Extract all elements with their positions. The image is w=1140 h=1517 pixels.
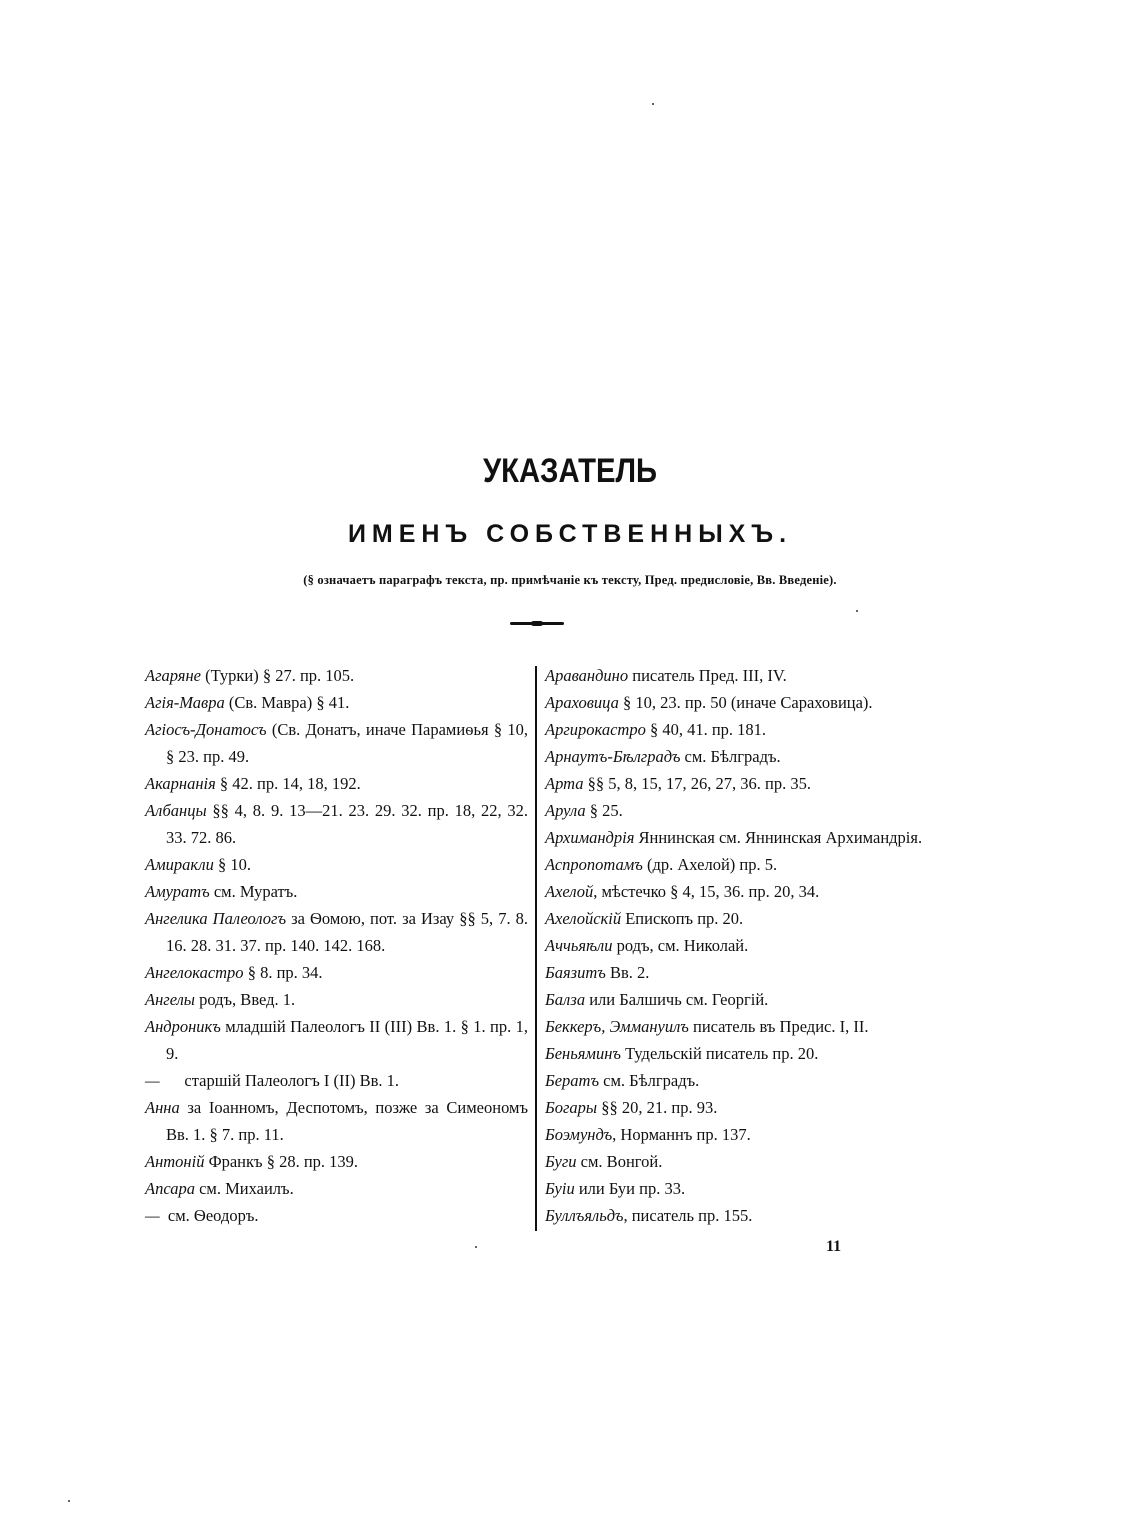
index-entry-name: Балза xyxy=(545,990,586,1009)
index-entry-references: за Ѳомою, пот. за Изау §§ 5, 7. 8. 16. 28. 31. 37. пр. 140. 142. 168. xyxy=(166,909,533,955)
index-entry-references: § 42. пр. 14, 18, 192. xyxy=(215,774,361,793)
index-entry-references: (Турки) § 27. пр. 105. xyxy=(200,666,355,685)
index-entry xyxy=(145,986,528,1013)
index-entry-references: , писатель пр. 155. xyxy=(623,1206,753,1225)
index-entry-references: §§ 4, 8. 9. 13—21. 23. 29. 32. пр. 18, 22, 32. 33. 72. 86. xyxy=(166,801,533,847)
index-entry-references: Тудельскій писатель пр. 20. xyxy=(620,1044,819,1063)
index-entry-text xyxy=(545,743,945,770)
index-entry xyxy=(145,716,533,770)
index-entry-references: Вв. 2. xyxy=(605,963,650,982)
index-entry-references: §§ 20, 21. пр. 93. xyxy=(597,1098,718,1117)
index-entry-references: см. Ѳеодоръ. xyxy=(159,1206,259,1225)
index-entry-name: Албанцы xyxy=(145,801,207,820)
index-entry xyxy=(145,1148,528,1175)
index-entry-text xyxy=(545,1175,945,1202)
index-entry-name: Агаряне xyxy=(145,666,201,685)
index-entry-text xyxy=(545,905,945,932)
index-entry xyxy=(545,824,945,851)
index-entry-text xyxy=(545,959,945,986)
index-entry-name: Араховица xyxy=(545,693,619,712)
index-entry xyxy=(545,716,945,743)
index-entry-text xyxy=(545,1202,945,1229)
index-entry-references: Яннинская см. Яннинская Архимандрія. xyxy=(634,828,923,847)
index-entry xyxy=(145,1202,528,1229)
index-entry-text xyxy=(545,689,945,716)
index-entry-name: Арнаутъ-Бѣлградъ xyxy=(545,747,681,766)
scan-speck xyxy=(68,1500,70,1502)
index-entry xyxy=(545,770,945,797)
index-entry-text xyxy=(145,1094,533,1148)
index-entry xyxy=(145,662,528,689)
index-entry xyxy=(545,1067,945,1094)
index-entry-text xyxy=(545,986,945,1013)
index-entry-text xyxy=(545,932,945,959)
index-entry-references: §§ 5, 8, 15, 17, 26, 27, 36. пр. 35. xyxy=(583,774,811,793)
index-entry xyxy=(545,959,945,986)
index-entry-references: писатель Пред. III, IV. xyxy=(628,666,787,685)
index-entry-references: (Св. Мавра) § 41. xyxy=(224,693,350,712)
index-entry-name: Арула xyxy=(545,801,586,820)
page-number: 11 xyxy=(826,1238,842,1255)
index-entry-name: Буіи xyxy=(545,1179,575,1198)
index-entry xyxy=(145,959,528,986)
index-entry xyxy=(545,932,945,959)
index-entry-name: Буллъяльдъ xyxy=(545,1206,624,1225)
index-entry-name: Аргирокастро xyxy=(545,720,646,739)
index-entry-references: см. Вонгой. xyxy=(576,1152,663,1171)
index-entry-text xyxy=(545,824,945,851)
index-entry-references: старшій Палеологъ I (II) Вв. 1. xyxy=(159,1071,400,1090)
index-entry xyxy=(145,878,528,905)
index-entry-references: , Норманнъ пр. 137. xyxy=(612,1125,751,1144)
index-entry-name: Аравандино xyxy=(545,666,629,685)
index-entry-text xyxy=(545,770,945,797)
index-entry-name: Андроникъ xyxy=(145,1017,221,1036)
index-entry-text xyxy=(145,878,528,905)
index-entry-text xyxy=(545,851,945,878)
index-entry-name: Ахелой xyxy=(545,882,594,901)
scan-speck xyxy=(652,103,654,105)
index-entry-name: Арта xyxy=(545,774,584,793)
index-entry xyxy=(545,851,945,878)
index-entry-references: младшій Палеологъ II (III) Вв. 1. § 1. пр. 1, 9. xyxy=(166,1017,533,1063)
index-entry-name: Богары xyxy=(545,1098,598,1117)
index-entry-text xyxy=(545,662,945,689)
index-entry-name: Амуратъ xyxy=(145,882,210,901)
index-column-left xyxy=(145,662,533,1229)
index-entry-name: Ангелика Палеологъ xyxy=(145,909,287,928)
index-entry-name: Агія-Мавра xyxy=(145,693,225,712)
index-entry-text xyxy=(145,1013,533,1067)
index-entry xyxy=(145,797,533,851)
index-entry-references: писатель въ Предис. I, II. xyxy=(688,1017,869,1036)
index-entry-name: Аспропотамъ xyxy=(545,855,643,874)
index-entry-name: Беккеръ, Эммануилъ xyxy=(545,1017,689,1036)
index-entry xyxy=(545,1040,945,1067)
index-entry xyxy=(545,1148,945,1175)
index-entry-name: Буги xyxy=(545,1152,577,1171)
index-entry-text xyxy=(145,905,533,959)
index-entry-name: — xyxy=(145,1071,160,1090)
index-entry-name: Ангелокастро xyxy=(145,963,244,982)
index-entry-text xyxy=(545,878,945,905)
index-entry-name: Антоній xyxy=(145,1152,205,1171)
index-entry xyxy=(145,1067,528,1094)
index-entry-references: § 10, 23. пр. 50 (иначе Сараховица). xyxy=(618,693,873,712)
index-entry xyxy=(145,1013,533,1067)
index-entry-references: см. Михаилъ. xyxy=(194,1179,294,1198)
index-entry-references: Епископъ пр. 20. xyxy=(621,909,744,928)
index-entry-name: Апсара xyxy=(145,1179,195,1198)
ornamental-rule xyxy=(510,622,564,625)
index-entry-name: Аччьяѣли xyxy=(545,936,613,955)
index-entry-references: , мѣстечко § 4, 15, 36. пр. 20, 34. xyxy=(593,882,820,901)
index-entry-text xyxy=(145,662,528,689)
index-entry xyxy=(545,662,945,689)
index-entry-text xyxy=(545,1067,945,1094)
column-divider xyxy=(535,666,537,1231)
index-entry xyxy=(145,1175,528,1202)
index-entry-name: Ангелы xyxy=(145,990,195,1009)
index-entry-text xyxy=(145,1148,528,1175)
index-entry-text xyxy=(145,986,528,1013)
index-entry xyxy=(145,851,528,878)
index-entry-text xyxy=(545,1121,945,1148)
scan-speck xyxy=(856,610,858,612)
index-entry xyxy=(545,1121,945,1148)
index-entry-references: родъ, см. Николай. xyxy=(612,936,749,955)
index-entry-name: Архимандрія xyxy=(545,828,635,847)
index-entry-references: или Балшичь см. Георгій. xyxy=(585,990,769,1009)
abbreviation-legend: (§ означаетъ параграфъ текста, пр. примѣчаніе къ тексту, Пред. предисловіе, Вв. Введеніе). xyxy=(303,573,837,587)
index-entry-name: Анна xyxy=(145,1098,180,1117)
page-title: УКАЗАТЕЛЬ xyxy=(482,452,658,490)
index-entry-text xyxy=(545,1148,945,1175)
index-entry-text xyxy=(145,1175,528,1202)
index-column-right xyxy=(545,662,945,1229)
index-entry-references: Франкъ § 28. пр. 139. xyxy=(204,1152,359,1171)
index-entry-text xyxy=(145,689,528,716)
page-subtitle: ИМЕНЪ СОБСТВЕННЫХЪ. xyxy=(347,520,793,548)
index-entry xyxy=(145,1094,533,1148)
index-entry-name: Бератъ xyxy=(545,1071,600,1090)
index-entry xyxy=(545,1013,945,1040)
index-entry-references: см. Бѣлградъ. xyxy=(599,1071,700,1090)
index-entry-references: родъ, Введ. 1. xyxy=(194,990,296,1009)
index-entry-name: Акарнанія xyxy=(145,774,216,793)
index-entry-references: (др. Ахелой) пр. 5. xyxy=(642,855,778,874)
index-entry-text xyxy=(145,716,533,770)
index-entry-name: — xyxy=(145,1206,160,1225)
scan-speck xyxy=(475,1246,477,1248)
index-entry xyxy=(545,1202,945,1229)
index-entry-text xyxy=(545,1094,945,1121)
index-entry-text xyxy=(145,851,528,878)
index-entry xyxy=(145,905,533,959)
index-entry-references: за Іоанномъ, Деспотомъ, позже за Симеономъ Вв. 1. § 7. пр. 11. xyxy=(166,1098,533,1144)
index-entry xyxy=(545,878,945,905)
index-entry-name: Беньяминъ xyxy=(545,1044,621,1063)
index-entry-text xyxy=(145,959,528,986)
index-entry-text xyxy=(145,1202,528,1229)
index-entry-text xyxy=(545,797,945,824)
index-entry-name: Баязитъ xyxy=(545,963,606,982)
index-entry-text xyxy=(545,1013,945,1040)
index-entry-text xyxy=(545,1040,945,1067)
index-entry-text xyxy=(145,770,528,797)
index-entry xyxy=(545,1175,945,1202)
index-entry-name: Боэмундъ xyxy=(545,1125,613,1144)
index-entry-references: § 10. xyxy=(213,855,251,874)
index-entry-references: § 25. xyxy=(585,801,623,820)
index-entry-name: Ахелойскій xyxy=(545,909,622,928)
index-entry xyxy=(545,1094,945,1121)
index-entry-text xyxy=(145,797,533,851)
index-entry-references: § 40, 41. пр. 181. xyxy=(645,720,767,739)
index-entry xyxy=(545,689,945,716)
index-entry-name: Агіосъ-Донатосъ xyxy=(145,720,267,739)
index-entry-references: см. Бѣлградъ. xyxy=(680,747,781,766)
index-entry-references: см. Муратъ. xyxy=(209,882,298,901)
index-entry-text xyxy=(545,716,945,743)
index-entry xyxy=(545,797,945,824)
index-entry xyxy=(145,770,528,797)
index-entry xyxy=(545,986,945,1013)
index-entry-name: Амиракли xyxy=(145,855,214,874)
index-entry xyxy=(145,689,528,716)
index-entry-references: § 8. пр. 34. xyxy=(243,963,323,982)
index-entry-text xyxy=(145,1067,528,1094)
index-entry xyxy=(545,905,945,932)
index-entry-references: или Буи пр. 33. xyxy=(574,1179,686,1198)
index-entry xyxy=(545,743,945,770)
index-entry-references: (Св. Донатъ, иначе Парамиѳья § 10, § 23. пр. 49. xyxy=(166,720,533,766)
